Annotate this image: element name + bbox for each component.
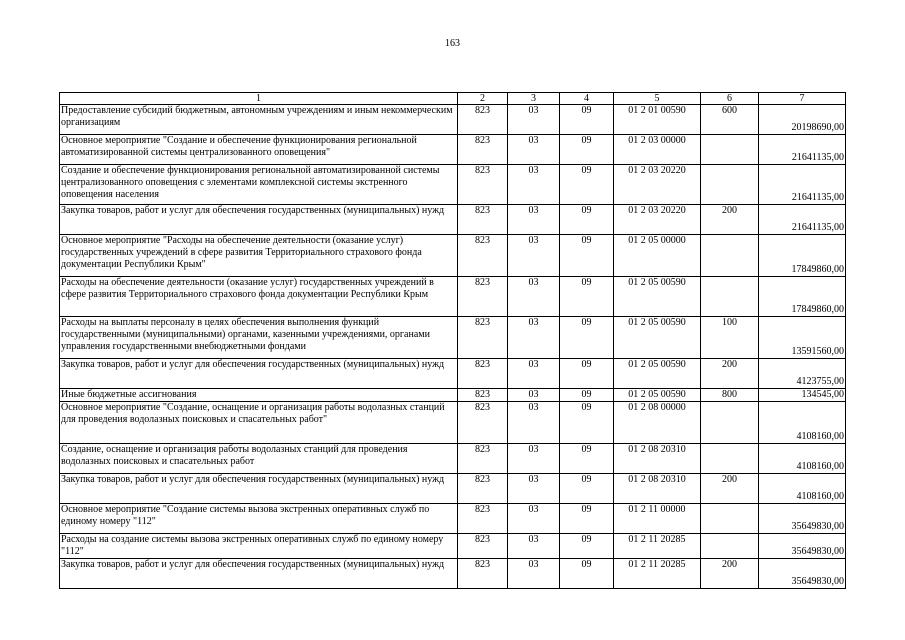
table-row	[60, 534, 846, 559]
cell-section: 03	[508, 402, 560, 444]
budget-table	[59, 92, 846, 589]
cell-amount: 4108160,00	[759, 444, 846, 474]
cell-amount: 20198690,00	[759, 105, 846, 135]
cell-subsection: 09	[560, 534, 614, 559]
table-row	[60, 317, 846, 359]
cell-description: Закупка товаров, работ и услуг для обеспечения государственных (муниципальных) нужд	[60, 474, 458, 504]
cell-target-article: 01 2 05 00590	[614, 317, 701, 359]
table-row	[60, 559, 846, 589]
cell-gov-code: 823	[458, 389, 508, 402]
cell-amount: 4123755,00	[759, 359, 846, 389]
cell-expense-type	[701, 277, 759, 317]
cell-target-article: 01 2 08 20310	[614, 474, 701, 504]
cell-gov-code: 823	[458, 444, 508, 474]
table-body	[60, 93, 846, 589]
cell-section: 03	[508, 205, 560, 235]
cell-target-article: 01 2 11 20285	[614, 559, 701, 589]
cell-gov-code: 823	[458, 534, 508, 559]
cell-description: Закупка товаров, работ и услуг для обеспечения государственных (муниципальных) нужд	[60, 205, 458, 235]
cell-expense-type: 200	[701, 474, 759, 504]
cell-gov-code: 823	[458, 317, 508, 359]
cell-subsection: 09	[560, 444, 614, 474]
cell-expense-type: 200	[701, 205, 759, 235]
cell-target-article: 01 2 05 00590	[614, 277, 701, 317]
table-row	[60, 444, 846, 474]
cell-subsection: 09	[560, 317, 614, 359]
cell-description: Создание, оснащение и организация работы водолазных станций для проведения водолазных поисковых и спасательных работ	[60, 444, 458, 474]
cell-section: 03	[508, 359, 560, 389]
cell-expense-type	[701, 504, 759, 534]
cell-subsection: 09	[560, 235, 614, 277]
cell-expense-type	[701, 135, 759, 165]
cell-gov-code: 823	[458, 105, 508, 135]
column-header-2: 2	[458, 93, 508, 105]
cell-subsection: 09	[560, 504, 614, 534]
cell-target-article: 01 2 05 00590	[614, 389, 701, 402]
cell-section: 03	[508, 534, 560, 559]
column-header-5: 5	[614, 93, 701, 105]
cell-expense-type: 600	[701, 105, 759, 135]
cell-section: 03	[508, 504, 560, 534]
cell-target-article: 01 2 03 00000	[614, 135, 701, 165]
cell-target-article: 01 2 03 20220	[614, 165, 701, 205]
cell-gov-code: 823	[458, 135, 508, 165]
cell-target-article: 01 2 05 00000	[614, 235, 701, 277]
cell-expense-type	[701, 444, 759, 474]
cell-description: Основное мероприятие "Создание, оснащение и организация работы водолазных станций для проведения водолазных поисковых и спасательных работ"	[60, 402, 458, 444]
cell-section: 03	[508, 165, 560, 205]
cell-description: Расходы на создание системы вызова экстренных оперативных служб по единому номеру "112"	[60, 534, 458, 559]
cell-target-article: 01 2 08 20310	[614, 444, 701, 474]
table-row	[60, 205, 846, 235]
table-row	[60, 235, 846, 277]
cell-amount: 35649830,00	[759, 504, 846, 534]
cell-subsection: 09	[560, 402, 614, 444]
cell-description: Закупка товаров, работ и услуг для обеспечения государственных (муниципальных) нужд	[60, 559, 458, 589]
cell-subsection: 09	[560, 559, 614, 589]
cell-subsection: 09	[560, 105, 614, 135]
cell-expense-type: 200	[701, 559, 759, 589]
cell-target-article: 01 2 11 00000	[614, 504, 701, 534]
column-header-4: 4	[560, 93, 614, 105]
cell-description: Создание и обеспечение функционирования региональной автоматизированной системы централизованного оповещения с элементами комплексной системы экстренного оповещения населения	[60, 165, 458, 205]
cell-section: 03	[508, 317, 560, 359]
cell-subsection: 09	[560, 389, 614, 402]
cell-section: 03	[508, 277, 560, 317]
table-row	[60, 402, 846, 444]
cell-amount: 21641135,00	[759, 135, 846, 165]
table-row	[60, 474, 846, 504]
cell-gov-code: 823	[458, 559, 508, 589]
cell-amount: 35649830,00	[759, 559, 846, 589]
cell-subsection: 09	[560, 165, 614, 205]
column-header-1: 1	[60, 93, 458, 105]
cell-gov-code: 823	[458, 474, 508, 504]
cell-section: 03	[508, 559, 560, 589]
cell-subsection: 09	[560, 135, 614, 165]
cell-gov-code: 823	[458, 359, 508, 389]
cell-description: Иные бюджетные ассигнования	[60, 389, 458, 402]
cell-gov-code: 823	[458, 165, 508, 205]
cell-description: Предоставление субсидий бюджетным, автономным учреждениям и иным некоммерческим организациям	[60, 105, 458, 135]
cell-target-article: 01 2 01 00590	[614, 105, 701, 135]
cell-description: Основное мероприятие "Расходы на обеспечение деятельности (оказание услуг) государственных учреждений в сфере развития Территориального страхового фонда документации Республики Крым"	[60, 235, 458, 277]
column-header-3: 3	[508, 93, 560, 105]
cell-target-article: 01 2 03 20220	[614, 205, 701, 235]
cell-subsection: 09	[560, 205, 614, 235]
cell-section: 03	[508, 444, 560, 474]
cell-amount: 134545,00	[759, 389, 846, 402]
cell-gov-code: 823	[458, 277, 508, 317]
column-header-7: 7	[759, 93, 846, 105]
cell-amount: 35649830,00	[759, 534, 846, 559]
cell-section: 03	[508, 389, 560, 402]
cell-expense-type	[701, 235, 759, 277]
cell-subsection: 09	[560, 359, 614, 389]
table-row	[60, 135, 846, 165]
cell-amount: 13591560,00	[759, 317, 846, 359]
table-row	[60, 277, 846, 317]
cell-description: Основное мероприятие "Создание и обеспечение функционирования региональной автоматизированной системы централизованного оповещения"	[60, 135, 458, 165]
table-header-row	[60, 93, 846, 105]
cell-section: 03	[508, 105, 560, 135]
table-row	[60, 504, 846, 534]
cell-subsection: 09	[560, 277, 614, 317]
table-row	[60, 105, 846, 135]
cell-section: 03	[508, 135, 560, 165]
cell-expense-type: 100	[701, 317, 759, 359]
cell-target-article: 01 2 11 20285	[614, 534, 701, 559]
cell-amount: 21641135,00	[759, 205, 846, 235]
cell-expense-type	[701, 402, 759, 444]
cell-expense-type	[701, 534, 759, 559]
cell-expense-type: 200	[701, 359, 759, 389]
column-header-6: 6	[701, 93, 759, 105]
cell-amount: 17849860,00	[759, 277, 846, 317]
cell-description: Основное мероприятие "Создание системы вызова экстренных оперативных служб по единому номеру "112"	[60, 504, 458, 534]
cell-subsection: 09	[560, 474, 614, 504]
cell-amount: 17849860,00	[759, 235, 846, 277]
cell-amount: 21641135,00	[759, 165, 846, 205]
cell-gov-code: 823	[458, 205, 508, 235]
cell-expense-type: 800	[701, 389, 759, 402]
table-row	[60, 389, 846, 402]
cell-gov-code: 823	[458, 402, 508, 444]
cell-description: Закупка товаров, работ и услуг для обеспечения государственных (муниципальных) нужд	[60, 359, 458, 389]
table-row	[60, 359, 846, 389]
cell-target-article: 01 2 05 00590	[614, 359, 701, 389]
cell-description: Расходы на выплаты персоналу в целях обеспечения выполнения функций государственными (муниципальными) органами, казенными учреждениями, органами управления государственными внебюджетными фондами	[60, 317, 458, 359]
cell-description: Расходы на обеспечение деятельности (оказание услуг) государственных учреждений в сфере развития Территориального страхового фонда документации Республики Крым	[60, 277, 458, 317]
cell-section: 03	[508, 474, 560, 504]
cell-amount: 4108160,00	[759, 474, 846, 504]
cell-expense-type	[701, 165, 759, 205]
cell-amount: 4108160,00	[759, 402, 846, 444]
cell-section: 03	[508, 235, 560, 277]
page-number: 163	[445, 38, 460, 49]
cell-gov-code: 823	[458, 504, 508, 534]
cell-gov-code: 823	[458, 235, 508, 277]
table-row	[60, 165, 846, 205]
cell-target-article: 01 2 08 00000	[614, 402, 701, 444]
